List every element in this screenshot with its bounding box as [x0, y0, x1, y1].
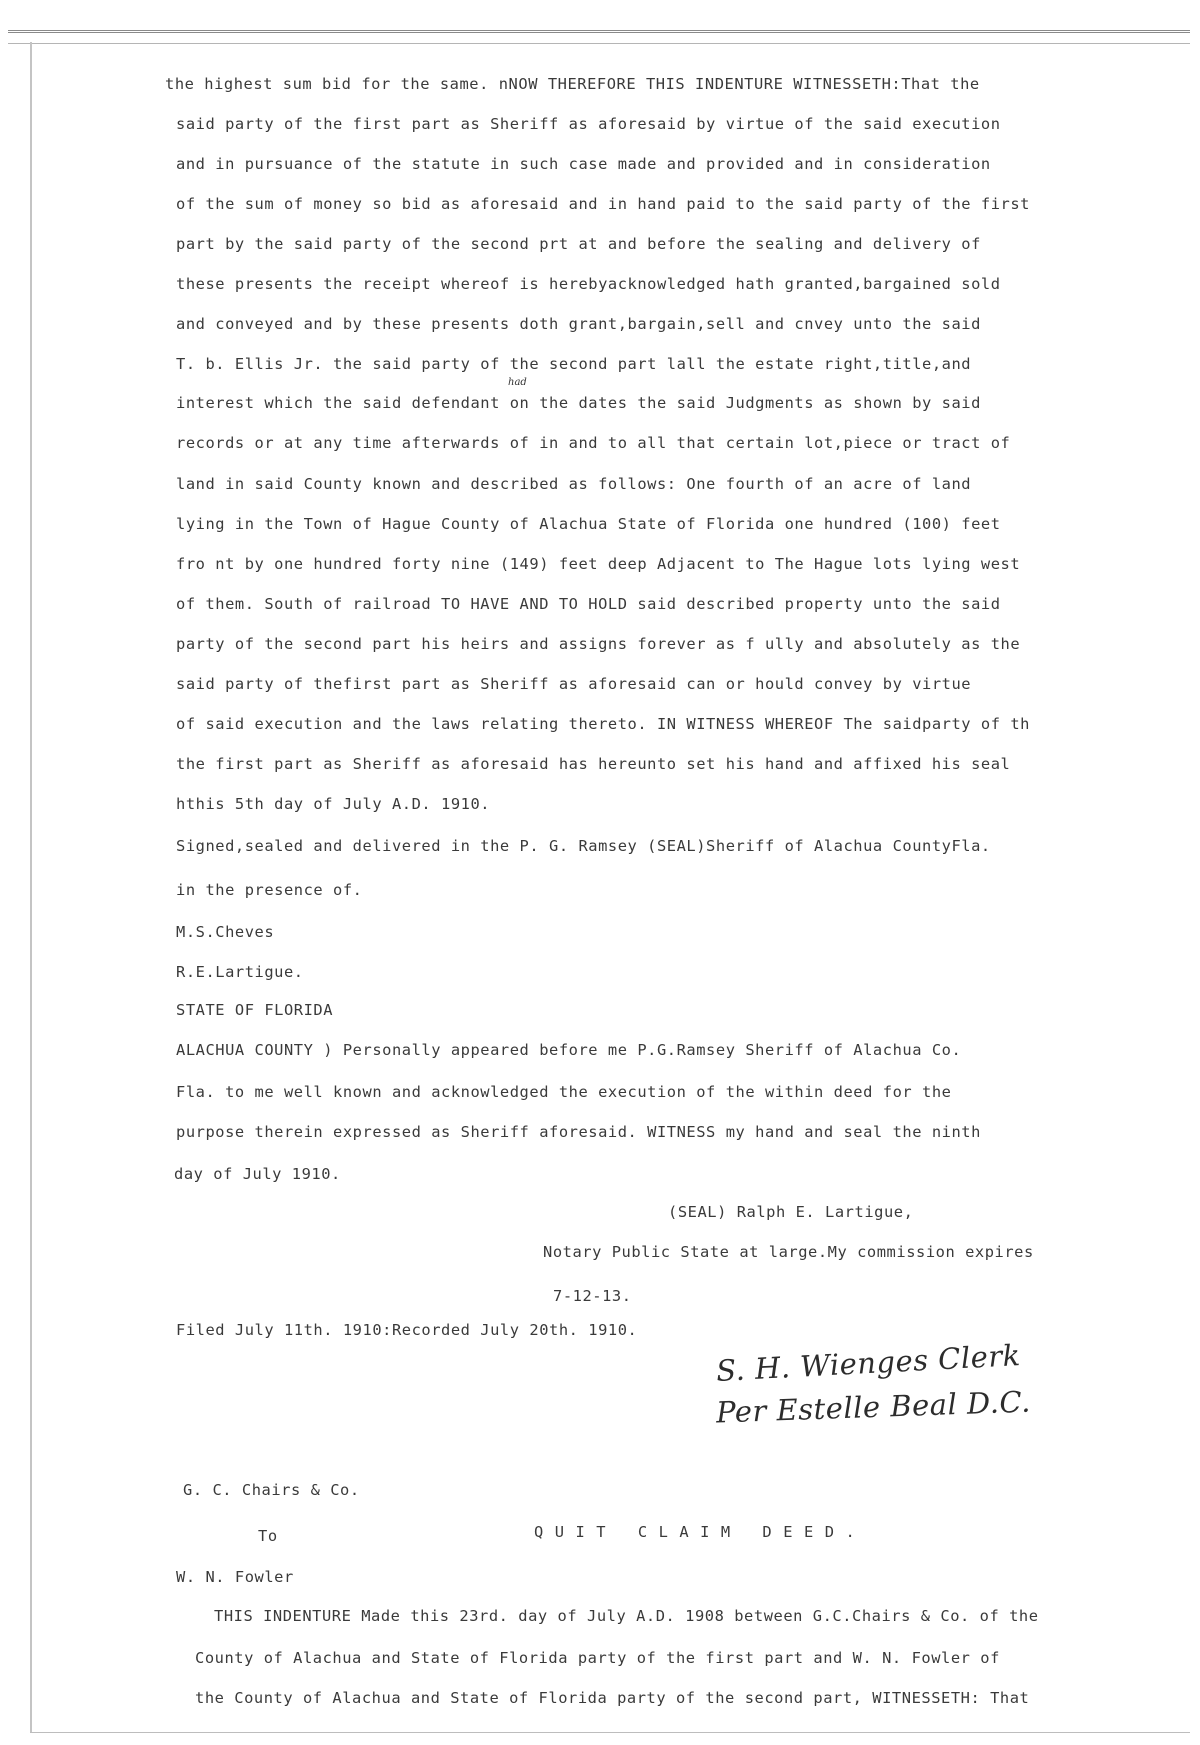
deed-line-1: the highest sum bid for the same. nNOW THEREFORE THIS INDENTURE WITNESSETH:That the — [165, 75, 980, 93]
deed-line-7: and conveyed and by these presents doth grant,bargain,sell and cnvey unto the said — [176, 315, 981, 333]
ack-line-3: purpose therein expressed as Sheriff aforesaid. WITNESS my hand and seal the ninth — [176, 1123, 981, 1141]
ack-line-4: day of July 1910. — [174, 1165, 341, 1183]
deed-line-13: fro nt by one hundred forty nine (149) feet deep Adjacent to The Hague lots lying west — [176, 555, 1021, 573]
deed-line-10: records or at any time afterwards of in and to all that certain lot,piece or tract of — [176, 434, 1011, 452]
signed-sealed-line: Signed,sealed and delivered in the P. G. Ramsey (SEAL)Sheriff of Alachua CountyFla. — [176, 837, 991, 855]
deputy-clerk-signature: Per Estelle Beal D.C. — [715, 1384, 1032, 1430]
handwritten-interlineation: had — [508, 377, 527, 388]
deed-line-16: said party of thefirst part as Sheriff as aforesaid can or hould convey by virtue — [176, 675, 972, 693]
presence-line: in the presence of. — [176, 881, 363, 899]
page-left-margin-line — [30, 42, 32, 1732]
deed-line-14: of them. South of railroad TO HAVE AND TO HOLD said described property unto the said — [176, 595, 1001, 613]
qcd-line-1: THIS INDENTURE Made this 23rd. day of July A.D. 1908 between G.C.Chairs & Co. of the — [214, 1607, 1039, 1625]
deed-type-heading: QUIT CLAIM DEED. — [534, 1523, 867, 1541]
deed-line-15: party of the second part his heirs and assigns forever as f ully and absolutely as the — [176, 635, 1021, 653]
deed-line-2: said party of the first part as Sheriff as aforesaid by virtue of the said execution — [176, 115, 1001, 133]
to-label: To — [258, 1527, 278, 1545]
deed-line-12: lying in the Town of Hague County of Alachua State of Florida one hundred (100) feet — [176, 515, 1001, 533]
deed-line-5: part by the said party of the second prt at and before the sealing and delivery of — [176, 235, 981, 253]
deed-line-3: and in pursuance of the statute in such case made and provided and in consideration — [176, 155, 991, 173]
deed-line-11: land in said County known and described as follows: One fourth of an acre of land — [176, 475, 972, 493]
witness-2: R.E.Lartigue. — [176, 963, 304, 981]
deed-line-4: of the sum of money so bid as aforesaid and in hand paid to the said party of the first — [176, 195, 1030, 213]
page-bottom-border — [30, 1732, 1190, 1733]
deed-line-17: of said execution and the laws relating thereto. IN WITNESS WHEREOF The saidparty of th — [176, 715, 1030, 733]
state-heading: STATE OF FLORIDA — [176, 1001, 334, 1019]
qcd-line-2: County of Alachua and State of Florida party of the first part and W. N. Fowler of — [195, 1649, 1000, 1667]
deed-line-19: hthis 5th day of July A.D. 1910. — [176, 795, 491, 813]
page-top-border — [8, 30, 1190, 44]
deed-line-6: these presents the receipt whereof is herebyacknowledged hath granted,bargained sold — [176, 275, 1001, 293]
filed-recorded-line: Filed July 11th. 1910:Recorded July 20th. 1910. — [176, 1321, 638, 1339]
ack-line-2: Fla. to me well known and acknowledged the execution of the within deed for the — [176, 1083, 952, 1101]
deed-line-9: interest which the said defendant on the dates the said Judgments as shown by said — [176, 394, 981, 412]
notary-title: Notary Public State at large.My commission expires — [543, 1243, 1034, 1261]
grantee-name: W. N. Fowler — [176, 1568, 294, 1586]
deed-line-18: the first part as Sheriff as aforesaid has hereunto set his hand and affixed his seal — [176, 755, 1011, 773]
clerk-signature: S. H. Wienges Clerk — [715, 1338, 1022, 1388]
qcd-line-3: the County of Alachua and State of Florida party of the second part, WITNESSETH: That — [195, 1689, 1030, 1707]
ack-line-1: ALACHUA COUNTY ) Personally appeared before me P.G.Ramsey Sheriff of Alachua Co. — [176, 1041, 962, 1059]
grantor-name: G. C. Chairs & Co. — [183, 1481, 360, 1499]
deed-line-8: T. b. Ellis Jr. the said party of the second part lall the estate right,title,and — [176, 355, 972, 373]
witness-1: M.S.Cheves — [176, 923, 275, 941]
notary-name: (SEAL) Ralph E. Lartigue, — [668, 1203, 914, 1221]
commission-expiry: 7-12-13. — [553, 1287, 632, 1305]
